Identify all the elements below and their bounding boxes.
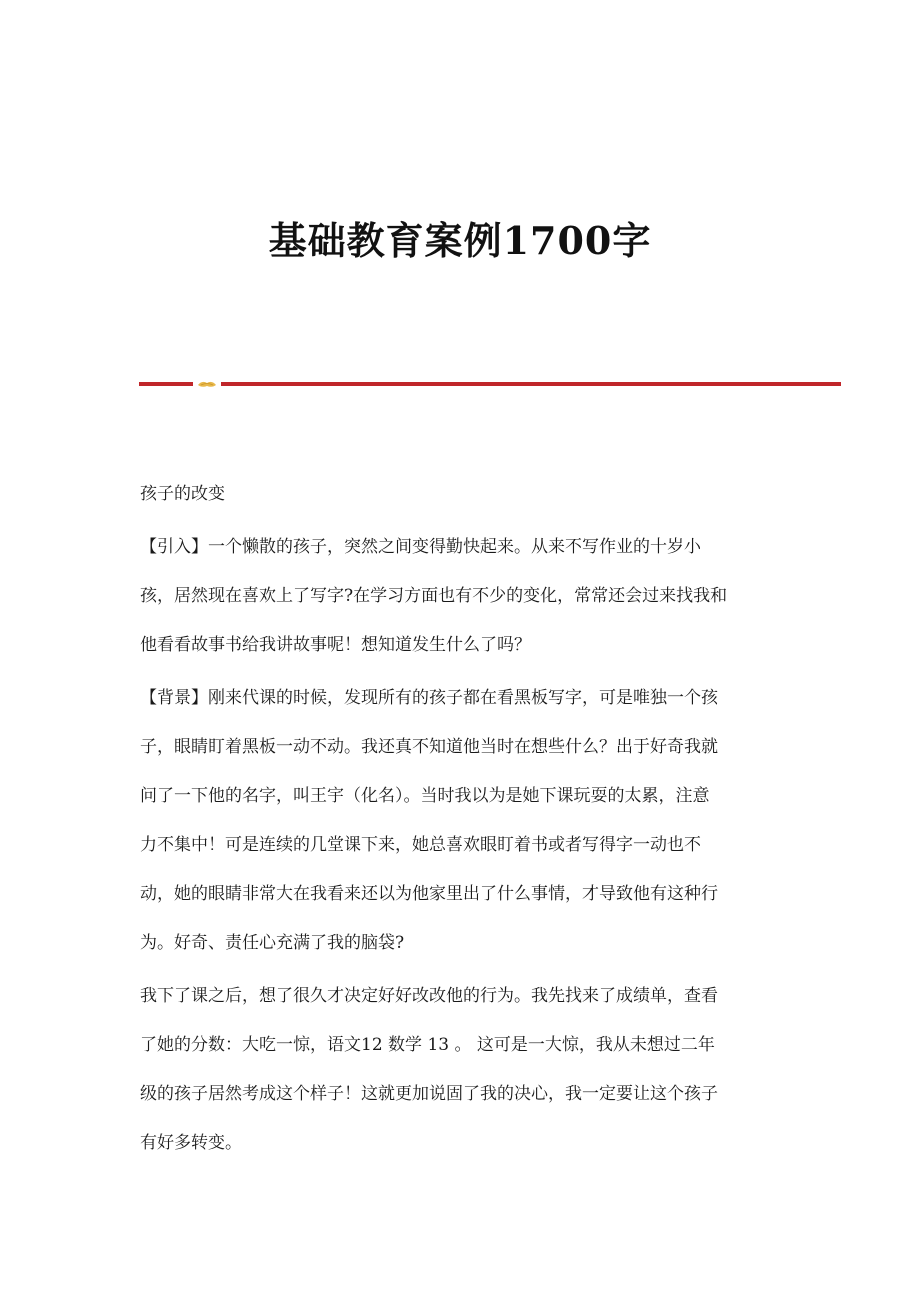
text-line: 为。好奇、责任心充满了我的脑袋? (140, 933, 405, 953)
paragraph-intro (140, 523, 780, 670)
document-title: 基础教育案例1700字 (268, 218, 652, 263)
text-line: 孩，居然现在喜欢上了写字?在学习方面也有不少的变化，常常还会过来找我和 (140, 586, 728, 606)
text-line: 我下了课之后，想了很久才决定好好改改他的行为。我先找来了成绩单，查看 (140, 986, 718, 1006)
text-line: 子，眼睛盯着黑板一动不动。我还真不知道他当时在想些什么？出于好奇我就 (140, 737, 718, 757)
text-line: 【背景】刚来代课的时候，发现所有的孩子都在看黑板写字，可是唯独一个孩 (140, 688, 718, 708)
text-line: 他看看故事书给我讲故事呢！想知道发生什么了吗？ (140, 635, 531, 655)
text-line: 力不集中！可是连续的几堂课下来，她总喜欢眼盯着书或者写得字一动也不 (140, 835, 701, 855)
text-line: 有好多转变。 (140, 1133, 242, 1153)
section-heading: 孩子的改变 (140, 484, 225, 504)
paragraph-action (140, 972, 780, 1168)
title-divider (139, 380, 841, 388)
divider-bar-right (221, 382, 841, 386)
text-line: 动，她的眼睛非常大在我看来还以为他家里出了什么事情，才导致他有这种行 (140, 884, 718, 904)
text-line: 【引入】一个懒散的孩子，突然之间变得勤快起来。从来不写作业的十岁小 (140, 537, 701, 557)
divider-bar-left (139, 382, 193, 386)
document-body (140, 470, 780, 1172)
text-line: 问了一下他的名字，叫王宇（化名）。当时我以为是她下课玩耍的太累，注意 (140, 786, 710, 806)
paragraph-background (140, 674, 780, 968)
text-line: 了她的分数：大吃一惊，语文12 数学 13 。 这可是一大惊，我从未想过二年 (140, 1035, 715, 1055)
divider-ornament-icon (197, 380, 217, 388)
text-line: 级的孩子居然考成这个样子！这就更加说固了我的决心，我一定要让这个孩子 (140, 1084, 718, 1104)
